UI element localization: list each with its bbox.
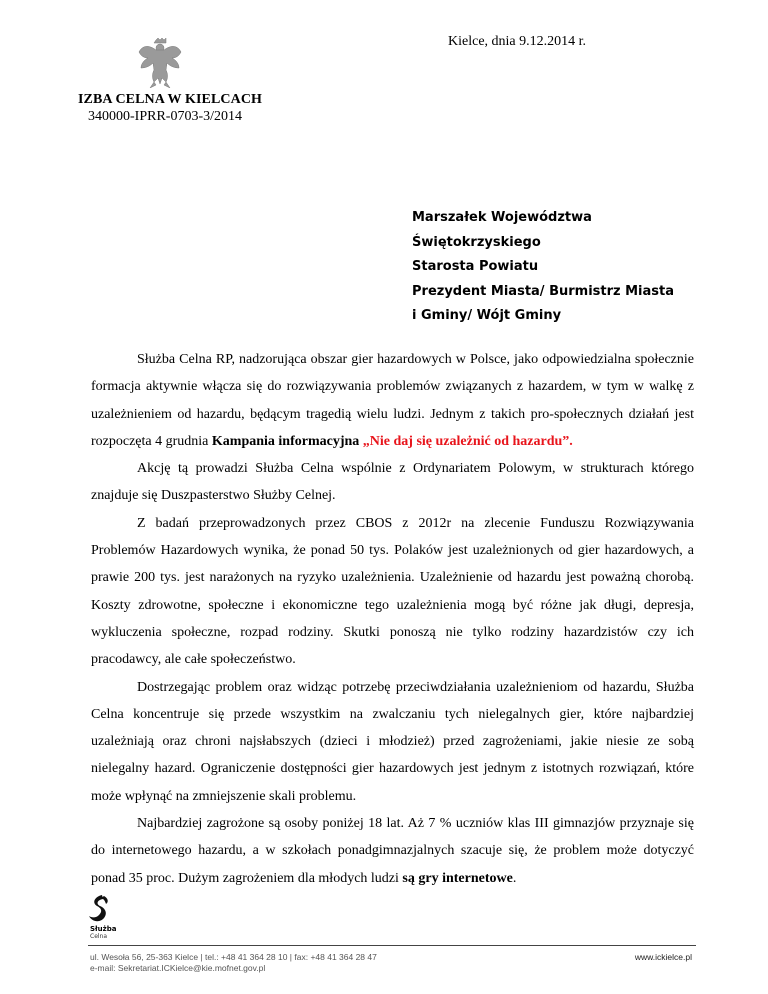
date-line: Kielce, dnia 9.12.2014 r.	[448, 34, 587, 49]
paragraph-text: Służba Celna RP, nadzorująca obszar gier hazardowych w Polsce, jako odpowiedzialna społecznie formacja aktywnie włącza się do rozwiązywania problemów związanych z hazardem, w tym w walkę z uzależnieniem od hazardu, będącym tragedią wielu ludzi. Jednym z takich pro-społecznych działań jest rozpoczęta 4 grudnia	[91, 352, 694, 449]
emphasis-text: są gry internetowe	[402, 870, 513, 886]
footer-website-link[interactable]: www.ickielce.pl	[634, 952, 692, 962]
case-number: 340000-IPRR-0703-3/2014	[88, 109, 242, 124]
footer-divider	[88, 945, 696, 946]
paragraph-end: .	[512, 870, 517, 886]
recipient-line: Starosta Powiatu	[412, 259, 539, 274]
polish-eagle-emblem-icon	[138, 38, 182, 88]
paragraph	[91, 346, 694, 455]
logo-subtext: Celna	[90, 933, 108, 940]
logo-text: Służba	[90, 925, 117, 933]
organization-name: IZBA CELNA W KIELCACH	[78, 92, 263, 107]
paragraph: Dostrzegając problem oraz widząc potrzebę przeciwdziałania uzależnieniom od hazardu, Służba Celna koncentruje się przede wszystkim na zwalczaniu tych nielegalnych gier, które najbardziej uzależniają oraz chroni najsłabszych (dzieci i młodzież) przed zagrożeniami, jakie niesie ze sobą nielegalny hazard. Ograniczenie dostępności gier hazardowych jest jednym z istotnych rozwiązań, które może wpłynąć na zmniejszenie skali problemu.	[91, 679, 694, 804]
footer-address: ul. Wesoła 56, 25-363 Kielce | tel.: +48 41 364 28 10 | fax: +48 41 364 28 47	[90, 952, 377, 962]
paragraph	[91, 810, 694, 892]
sluzba-celna-logo-icon	[88, 894, 112, 924]
campaign-label: Kampania informacyjna	[211, 433, 363, 449]
paragraph: Z badań przeprowadzonych przez CBOS z 2012r na zlecenie Funduszu Rozwiązywania Problemów Hazardowych wynika, że ponad 50 tys. Polaków jest uzależnionych od gier hazardowych, a prawie 200 tys. jest narażonych na ryzyko uzależnienia. Uzależnienie od hazardu jest poważną chorobą. Koszty zdrowotne, społeczne i ekonomiczne tego uzależnienia mogą być różne jak długi, depresja, wykluczenia społeczne, rozpad rodziny. Skutki ponoszą nie tylko rodziny hazardzistów czy ich pracodawcy, ale całe społeczeństwo.	[91, 515, 694, 668]
recipient-line: Świętokrzyskiego	[412, 235, 541, 250]
recipient-line: Prezydent Miasta/ Burmistrz Miasta	[412, 284, 674, 299]
recipient-line: Marszałek Województwa	[412, 210, 592, 225]
recipient-line: i Gminy/ Wójt Gminy	[412, 308, 562, 323]
paragraph-text: Najbardziej zagrożone są osoby poniżej 18 lat. Aż 7 % uczniów klas III gimnazjów przyznaje się do internetowego hazardu, a w szkołach ponadgimnazjalnych szacuje się, że problem może dotyczyć ponad 35 proc. Dużym zagrożeniem dla młodych ludzi	[91, 816, 694, 886]
footer-email[interactable]: e-mail: Sekretariat.ICKielce@kie.mofnet.gov.pl	[90, 963, 266, 973]
campaign-name: „Nie daj się uzależnić od hazardu”.	[362, 433, 573, 449]
paragraph: Akcję tą prowadzi Służba Celna wspólnie z Ordynariatem Polowym, w strukturach którego znajduje się Duszpasterstwo Służby Celnej.	[91, 461, 694, 504]
letter-body	[91, 346, 694, 892]
